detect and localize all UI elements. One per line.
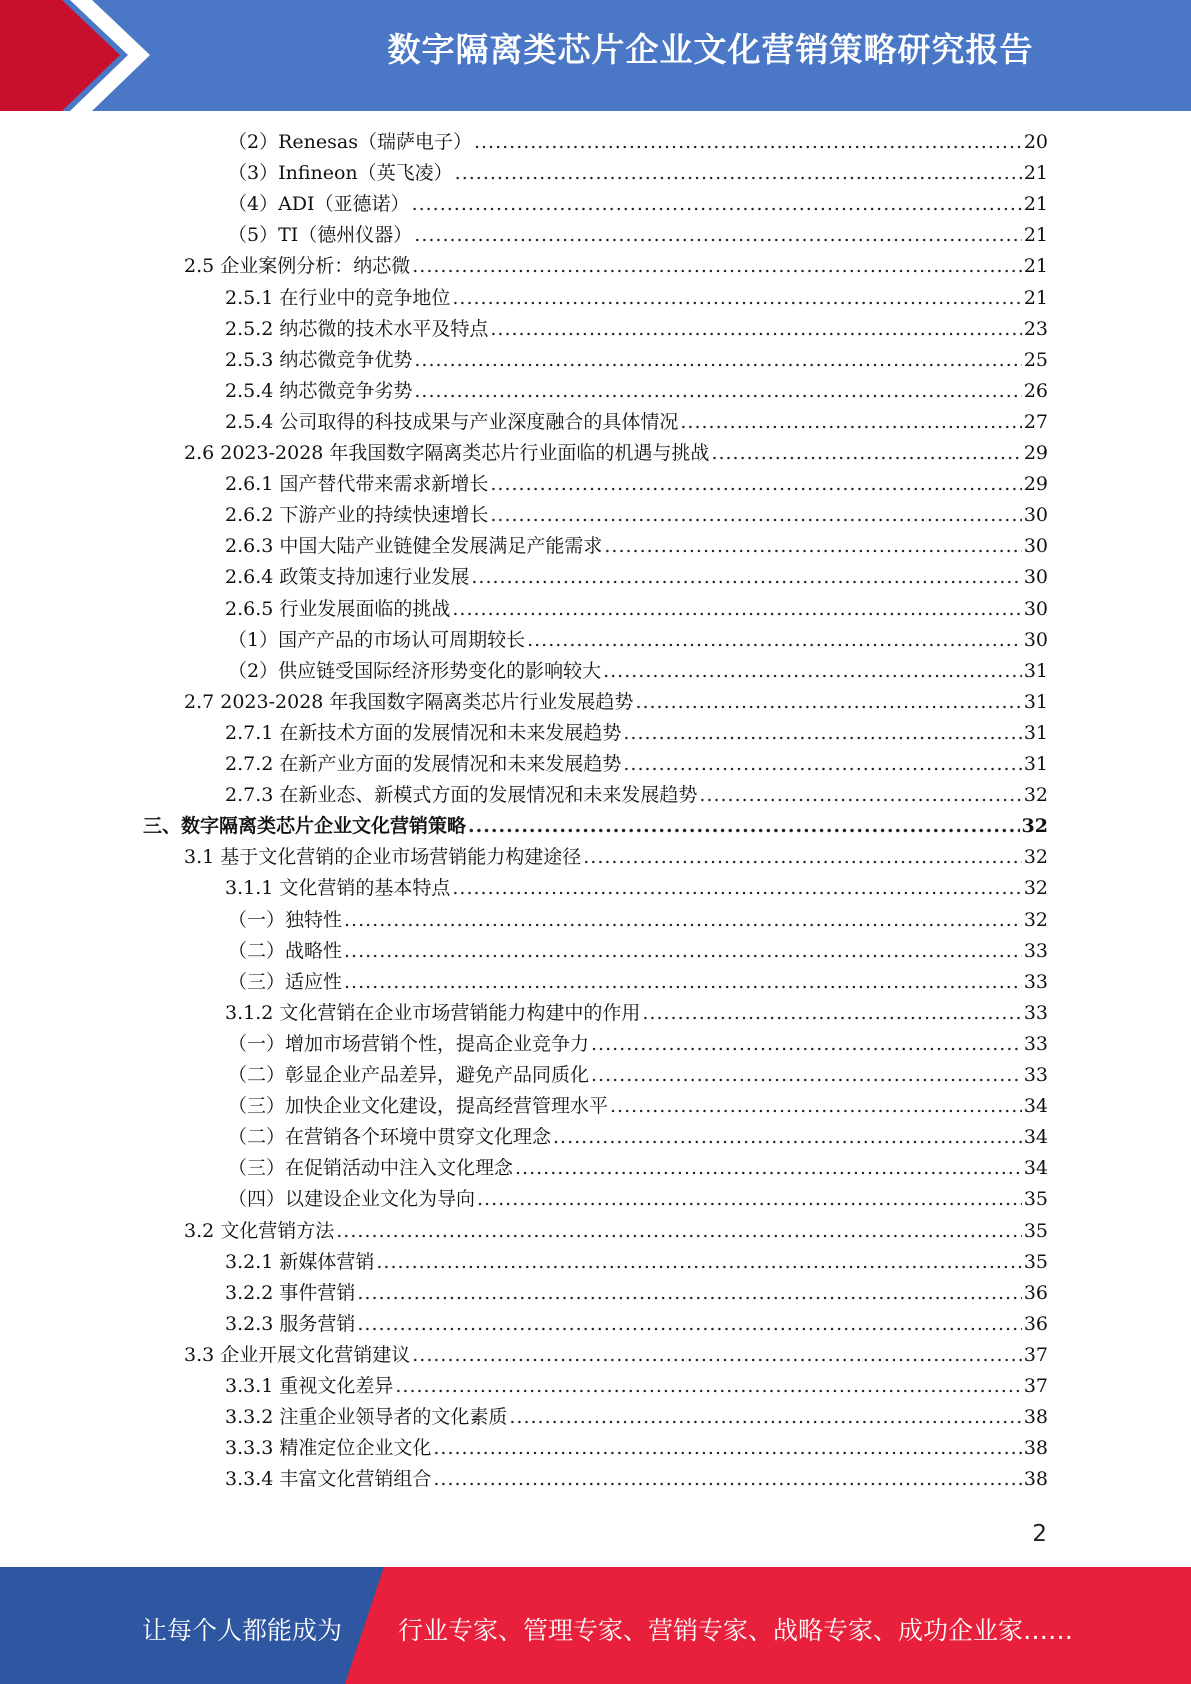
toc-entry-page: 31 — [1023, 690, 1048, 713]
toc-leader-dots — [583, 846, 1022, 868]
toc-entry-label: 3.2.2 事件营销 — [225, 1281, 356, 1304]
toc-leader-dots — [412, 255, 1022, 277]
toc-leader-dots — [490, 473, 1021, 495]
toc-entry[interactable] — [228, 127, 1048, 158]
toc-entry-label: 3.3.2 注重企业领导者的文化素质 — [225, 1406, 508, 1429]
toc-entry-page: 38 — [1023, 1406, 1048, 1429]
toc-entry-label: （三）在促销活动中注入文化理念 — [228, 1157, 514, 1180]
toc-entry-label: 3.1 基于文化营销的企业市场营销能力构建途径 — [184, 846, 582, 869]
toc-entry-page: 33 — [1023, 1001, 1048, 1024]
toc-entry-page: 21 — [1023, 255, 1048, 278]
toc-entry[interactable] — [225, 1402, 1048, 1433]
toc-entry[interactable] — [225, 998, 1048, 1029]
toc-entry[interactable] — [184, 1216, 1048, 1247]
toc-entry-label: （一）独特性 — [228, 908, 343, 931]
toc-entry-label: 2.5.4 公司取得的科技成果与产业深度融合的具体情况 — [225, 410, 679, 433]
toc-entry-label: 2.6.3 中国大陆产业链健全发展满足产能需求 — [225, 535, 603, 558]
toc-entry[interactable] — [225, 562, 1048, 593]
toc-leader-dots — [603, 660, 1022, 682]
footer-slogan-right: 行业专家、管理专家、营销专家、战略专家、成功企业家…… — [398, 1616, 1074, 1645]
toc-entry-label: 2.7.1 在新技术方面的发展情况和未来发展趋势 — [225, 721, 622, 744]
toc-leader-dots — [699, 784, 1021, 806]
toc-leader-dots — [412, 1344, 1022, 1366]
toc-entry-page: 31 — [1023, 659, 1048, 682]
toc-entry-page: 30 — [1023, 597, 1048, 620]
toc-entry-label: 3.1.1 文化营销的基本特点 — [225, 877, 451, 900]
toc-entry-label: 3.2.3 服务营销 — [225, 1312, 356, 1335]
toc-leader-dots — [452, 287, 1021, 309]
toc-entry-page: 29 — [1023, 473, 1048, 496]
toc-entry-page: 31 — [1023, 753, 1048, 775]
toc-entry-page: 34 — [1023, 1157, 1048, 1180]
toc-entry-page: 27 — [1023, 410, 1048, 433]
toc-entry-label: 3.3.1 重视文化差异 — [225, 1375, 394, 1397]
header-arrow-decoration — [0, 0, 160, 111]
toc-entry-page: 26 — [1023, 379, 1048, 402]
toc-entry-page: 23 — [1023, 317, 1048, 340]
toc-entry-page: 20 — [1023, 131, 1048, 153]
toc-entry-page: 37 — [1023, 1375, 1048, 1397]
toc-entry-page: 30 — [1023, 566, 1048, 589]
toc-entry-page: 32 — [1023, 784, 1048, 807]
toc-leader-dots — [680, 411, 1021, 433]
toc-entry[interactable] — [225, 873, 1048, 904]
toc-entry-label: 2.5 企业案例分析：纳芯微 — [184, 255, 411, 278]
toc-entry-label: 2.6.4 政策支持加速行业发展 — [225, 566, 470, 589]
toc-entry-page: 34 — [1023, 1095, 1048, 1118]
toc-leader-dots — [509, 1406, 1021, 1428]
toc-leader-dots — [452, 877, 1021, 899]
toc-leader-dots — [610, 1095, 1022, 1117]
toc-entry-page: 32 — [1021, 815, 1048, 838]
toc-entry[interactable] — [225, 1433, 1048, 1464]
toc-leader-dots — [395, 1375, 1021, 1397]
toc-entry[interactable] — [225, 749, 1048, 780]
toc-entry[interactable] — [184, 842, 1048, 873]
toc-entry-page: 32 — [1023, 877, 1048, 900]
toc-entry-page: 38 — [1023, 1437, 1048, 1460]
toc-entry-page: 37 — [1023, 1343, 1048, 1366]
toc-entry[interactable] — [225, 345, 1048, 376]
toc-entry-page: 21 — [1023, 162, 1048, 185]
toc-entry[interactable] — [184, 251, 1048, 282]
toc-entry[interactable] — [225, 283, 1048, 314]
toc-leader-dots — [468, 815, 1020, 837]
toc-entry-label: （2）供应链受国际经济形势变化的影响较大 — [228, 659, 602, 682]
toc-entry-page: 33 — [1023, 1064, 1048, 1086]
toc-entry-label: （4）ADI（亚德诺） — [228, 193, 410, 216]
toc-leader-dots — [433, 1437, 1021, 1459]
report-title: 数字隔离类芯片企业文化营销策略研究报告 — [387, 30, 1034, 69]
toc-entry-label: （一）增加市场营销个性，提高企业竞争力 — [228, 1032, 590, 1055]
toc-entry-page: 34 — [1023, 1126, 1048, 1149]
toc-entry-label: （3）Infineon（英飞凌） — [228, 162, 453, 185]
toc-entry-page: 35 — [1023, 1219, 1048, 1242]
toc-entry-page: 35 — [1023, 1188, 1048, 1211]
toc-entry[interactable] — [228, 625, 1048, 656]
toc-leader-dots — [357, 1282, 1021, 1304]
toc-entry[interactable] — [225, 1278, 1048, 1309]
toc-entry-page: 33 — [1023, 970, 1048, 993]
toc-entry[interactable] — [143, 811, 1048, 842]
toc-leader-dots — [412, 193, 1022, 215]
toc-entry[interactable] — [225, 407, 1048, 438]
toc-leader-dots — [414, 349, 1021, 371]
toc-leader-dots — [642, 1002, 1021, 1024]
toc-leader-dots — [414, 380, 1021, 402]
toc-leader-dots — [623, 753, 1021, 775]
toc-leader-dots — [591, 1033, 1022, 1055]
toc-entry[interactable] — [228, 1184, 1048, 1215]
toc-leader-dots — [591, 1064, 1022, 1086]
toc-entry[interactable] — [228, 905, 1048, 936]
toc-leader-dots — [344, 940, 1022, 962]
toc-leader-dots — [336, 1220, 1022, 1242]
toc-entry-page: 35 — [1023, 1250, 1048, 1273]
toc-entry[interactable] — [225, 718, 1048, 749]
toc-entry[interactable] — [228, 656, 1048, 687]
toc-entry-label: 2.5.2 纳芯微的技术水平及特点 — [225, 317, 489, 340]
toc-entry-label: 2.7.3 在新业态、新模式方面的发展情况和未来发展趋势 — [225, 784, 698, 807]
toc-entry[interactable] — [225, 1464, 1048, 1495]
toc-leader-dots — [604, 535, 1021, 557]
toc-entry[interactable] — [225, 1309, 1048, 1340]
toc-entry-label: 2.7.2 在新产业方面的发展情况和未来发展趋势 — [225, 753, 622, 775]
toc-entry-label: （二）战略性 — [228, 939, 343, 962]
toc-entry[interactable] — [228, 936, 1048, 967]
toc-leader-dots — [490, 504, 1021, 526]
toc-entry-label: 2.5.1 在行业中的竞争地位 — [225, 286, 451, 309]
toc-entry-page: 38 — [1023, 1468, 1048, 1491]
toc-entry-page: 36 — [1023, 1281, 1048, 1304]
toc-leader-dots — [376, 1251, 1021, 1273]
toc-entry[interactable] — [225, 376, 1048, 407]
toc-leader-dots — [474, 131, 1022, 153]
toc-entry-label: 3.2.1 新媒体营销 — [225, 1250, 375, 1273]
toc-entry[interactable] — [225, 314, 1048, 345]
toc-leader-dots — [711, 442, 1021, 464]
toc-entry[interactable] — [225, 594, 1048, 625]
toc-entry[interactable] — [228, 189, 1048, 220]
toc-leader-dots — [471, 566, 1021, 588]
toc-leader-dots — [635, 691, 1021, 713]
toc-leader-dots — [623, 722, 1021, 744]
toc-entry-page: 32 — [1023, 908, 1048, 931]
toc-entry-page: 21 — [1023, 224, 1048, 247]
page-footer — [0, 1567, 1191, 1684]
toc-entry-page: 31 — [1023, 721, 1048, 744]
toc-entry-page: 32 — [1023, 846, 1048, 869]
toc-entry-label: 三、数字隔离类芯片企业文化营销策略 — [143, 815, 467, 838]
toc-entry-page: 21 — [1023, 286, 1048, 309]
toc-entry[interactable] — [225, 469, 1048, 500]
toc-entry[interactable] — [228, 1122, 1048, 1153]
toc-entry-label: 2.7 2023-2028 年我国数字隔离类芯片行业发展趋势 — [184, 690, 634, 713]
page-number: 2 — [1032, 1521, 1047, 1547]
toc-entry-label: 3.2 文化营销方法 — [184, 1219, 335, 1242]
toc-entry-label: 3.3 企业开展文化营销建议 — [184, 1343, 411, 1366]
toc-entry-page: 33 — [1023, 939, 1048, 962]
toc-entry[interactable] — [228, 1029, 1048, 1060]
toc-entry-page: 30 — [1023, 504, 1048, 527]
toc-entry[interactable] — [225, 500, 1048, 531]
toc-entry[interactable] — [184, 687, 1048, 718]
toc-entry-page: 33 — [1023, 1032, 1048, 1055]
toc-entry[interactable] — [225, 1247, 1048, 1278]
toc-entry[interactable] — [184, 438, 1048, 469]
toc-leader-dots — [414, 224, 1022, 246]
toc-entry-label: 2.6.5 行业发展面临的挑战 — [225, 597, 451, 620]
toc-entry-label: 2.6 2023-2028 年我国数字隔离类芯片行业面临的机遇与挑战 — [184, 442, 710, 464]
toc-entry[interactable] — [228, 158, 1048, 189]
toc-entry-label: 3.1.2 文化营销在企业市场营销能力构建中的作用 — [225, 1001, 641, 1024]
toc-entry-page: 29 — [1023, 442, 1048, 464]
toc-entry-label: （三）适应性 — [228, 970, 343, 993]
toc-entry[interactable] — [225, 1371, 1048, 1402]
toc-leader-dots — [490, 318, 1021, 340]
toc-entry[interactable] — [228, 1091, 1048, 1122]
toc-leader-dots — [477, 1188, 1022, 1210]
toc-entry-label: （二）在营销各个环境中贯穿文化理念 — [228, 1126, 552, 1149]
toc-entry-label: 3.3.4 丰富文化营销组合 — [225, 1468, 432, 1491]
toc-entry[interactable] — [184, 1340, 1048, 1371]
toc-entry-label: （1）国产产品的市场认可周期较长 — [228, 628, 526, 651]
toc-leader-dots — [515, 1157, 1022, 1179]
toc-entry[interactable] — [228, 1060, 1048, 1091]
toc-entry[interactable] — [225, 531, 1048, 562]
toc-entry[interactable] — [228, 1153, 1048, 1184]
toc-entry-page: 25 — [1023, 348, 1048, 371]
toc-entry-label: 2.6.1 国产替代带来需求新增长 — [225, 473, 489, 496]
toc-entry-label: （三）加快企业文化建设，提高经营管理水平 — [228, 1095, 609, 1118]
toc-entry-label: 2.6.2 下游产业的持续快速增长 — [225, 504, 489, 527]
toc-leader-dots — [452, 598, 1021, 620]
toc-entry[interactable] — [225, 780, 1048, 811]
page-header — [0, 0, 1191, 111]
toc-leader-dots — [553, 1126, 1022, 1148]
toc-entry-label: 2.5.4 纳芯微竞争劣势 — [225, 379, 413, 402]
toc-leader-dots — [344, 909, 1022, 931]
toc-entry-label: 2.5.3 纳芯微竞争优势 — [225, 348, 413, 371]
footer-slogan-left: 让每个人都能成为 — [142, 1616, 343, 1645]
toc-entry-page: 21 — [1023, 193, 1048, 216]
toc-entry-label: （二）彰显企业产品差异，避免产品同质化 — [228, 1064, 590, 1086]
toc-leader-dots — [433, 1468, 1021, 1490]
toc-leader-dots — [344, 971, 1022, 993]
toc-entry-label: （2）Renesas（瑞萨电子） — [228, 131, 472, 153]
toc-leader-dots — [527, 629, 1022, 651]
toc-leader-dots — [455, 162, 1022, 184]
toc-entry-page: 36 — [1023, 1312, 1048, 1335]
toc-entry-page: 30 — [1023, 628, 1048, 651]
toc-entry-label: 3.3.3 精准定位企业文化 — [225, 1437, 432, 1460]
toc-entry-page: 30 — [1023, 535, 1048, 558]
toc-entry-label: （5）TI（德州仪器） — [228, 224, 413, 247]
toc-leader-dots — [357, 1313, 1021, 1335]
toc-entry[interactable] — [228, 220, 1048, 251]
toc-entry[interactable] — [228, 967, 1048, 998]
toc-entry-label: （四）以建设企业文化为导向 — [228, 1188, 476, 1211]
